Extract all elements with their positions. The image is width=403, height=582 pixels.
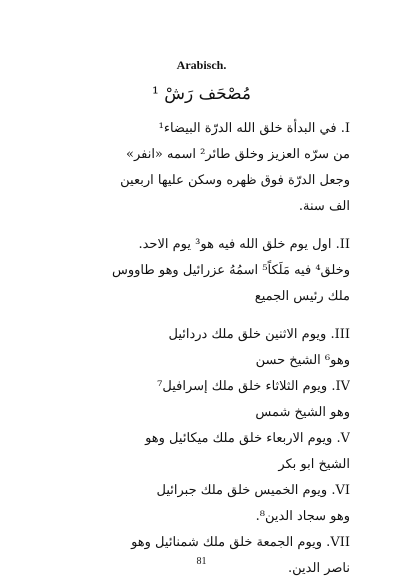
paragraph-2 [50,232,350,310]
text-line: II. اول يوم خلق الله فيه هو³ يوم الاحد. [138,237,350,252]
text-line: I. في البدأة خلق الله الدرّة البيضاء¹ [158,121,350,136]
page-number: 81 [196,556,207,567]
book-title: مُصْحَف رَشْ ¹ [151,84,252,104]
text-line: الف سنة. [298,199,350,214]
text-line: V. ويوم الاربعاء خلق ملك ميكائيل وهو [145,431,350,446]
text-line: وهو⁶ الشيخ حسن [255,353,350,368]
text-line: IV. ويوم الثلاثاء خلق ملك إسرافيل⁷ [157,379,350,394]
text-line: ملك رئيس الجميع [254,289,350,304]
paragraph-3 [50,322,350,582]
text-line: VI. ويوم الخميس خلق ملك جبرائيل [156,483,350,498]
text-line: الشيخ ابو بكر [278,457,350,472]
paragraph-1 [50,116,350,220]
text-line: وخلق⁴ فيه مَلَكاً⁵ اسمُهُ عزرائيل وهو طاووس [112,263,350,278]
text-line: من سرّه العزيز وخلق طائر² اسمه «انفر» [126,147,350,162]
text-line: وجعل الدرّة فوق ظهره وسكن عليها اربعين [120,173,350,188]
text-line: ناصر الدين. [288,561,350,576]
text-line: VII. ويوم الجمعة خلق ملك شمنائيل وهو [131,535,350,550]
text-line: وهو الشيخ شمس [255,405,350,420]
text-line: III. ويوم الاثنين خلق ملك دردائيل [168,327,350,342]
language-heading: Arabisch. [176,58,227,72]
text-line: وهو سجاد الدين⁸. [255,509,350,524]
